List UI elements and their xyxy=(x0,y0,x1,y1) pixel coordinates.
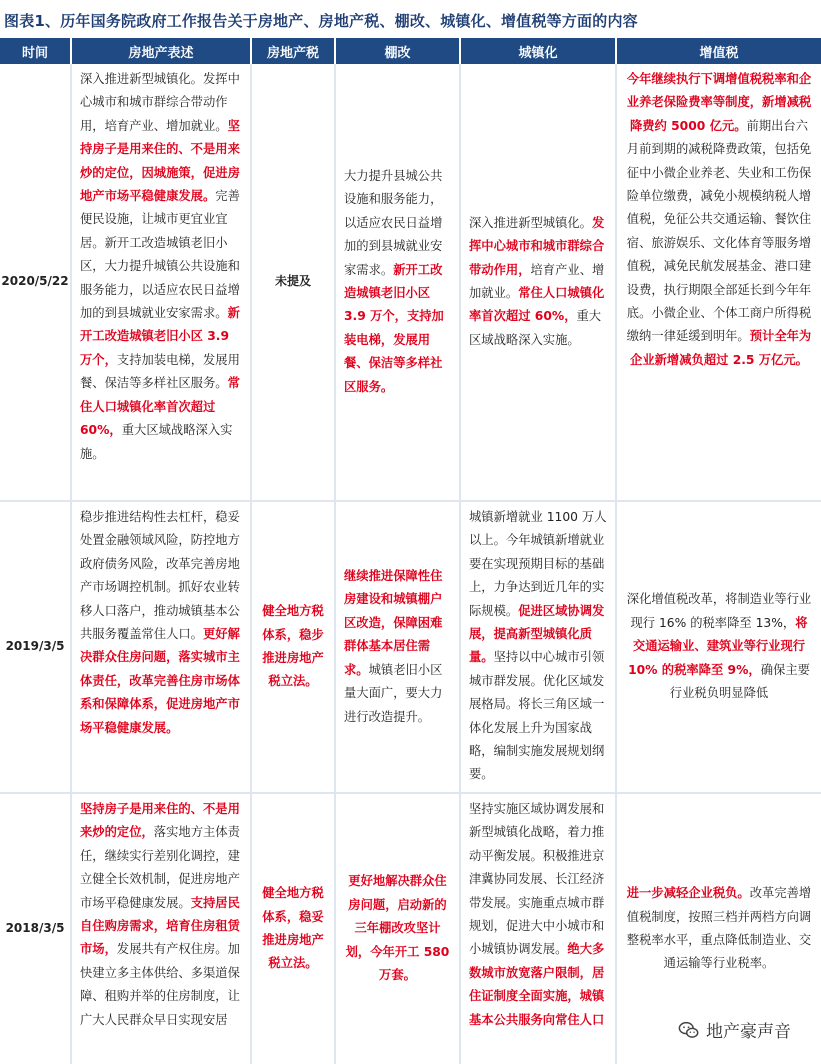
cell-property-tax xyxy=(252,64,336,500)
vat-text xyxy=(625,882,813,976)
header-time: 时间 xyxy=(0,38,72,64)
body-text: 城镇新增就业 1100 万人以上。今年城镇新增就业要在实现预期目标的基础上，力争达到近几年的实际规模。 xyxy=(469,510,607,618)
cell-realestate xyxy=(72,502,252,792)
table-row-2020 xyxy=(0,64,821,502)
data-table xyxy=(0,38,821,1064)
header-property-tax: 房地产税 xyxy=(252,38,336,64)
property-tax-text xyxy=(260,600,326,694)
shantytown-text xyxy=(344,870,451,987)
body-text: 前期出台六月前到期的减税降费政策，包括免征中小微企业养老、失业和工伤保险单位缴费，减免小规模纳税人增值税，免征公共交通运输、餐饮住宿、旅游娱乐、文化体育等服务增值税，减免民航发展基金、港口建设费，执行期限全部延长到今年年底。小微企业、个体工商户所得税缴纳一律延缓到明年。 xyxy=(626,118,812,344)
highlight-text: 发挥中心城市和城市群综合带动作用， xyxy=(469,215,605,277)
cell-realestate xyxy=(72,64,252,500)
highlight-text: 更好地解决群众住房问题，启动新的三年棚改攻坚计划，今年开工 580 万套。 xyxy=(345,874,450,983)
page-title: 图表1、历年国务院政府工作报告关于房地产、房地产税、棚改、城镇化、增值税等方面的内容 xyxy=(4,12,638,30)
cell-vat xyxy=(617,64,821,500)
table-header xyxy=(0,38,821,64)
cell-realestate xyxy=(72,794,252,1064)
body-text: 深入推进新型城镇化。发挥中心城市和城市群综合带动作用，培育产业、增加就业。 xyxy=(80,72,240,133)
body-text: 落实地方主体责任，继续实行差别化调控，建立健全长效机制，促进房地产市场平稳健康发展。 xyxy=(80,825,240,910)
body-text: 大力提升县城公共设施和服务能力，以适应农民日益增加的到县城就业安家需求。 xyxy=(344,168,443,277)
cell-shantytown xyxy=(336,64,461,500)
highlight-text: 促进区域协调发展，提高新型城镇化质量。 xyxy=(469,603,605,665)
body-text: 未提及 xyxy=(274,274,311,289)
highlight-text: 更好解决群众住房问题，落实城市主体责任，改革完善住房市场体系和保障体系，促进房地产市场平稳健康发展。 xyxy=(80,627,240,735)
property-tax-text xyxy=(260,882,326,976)
watermark xyxy=(672,1015,797,1044)
watermark-text: 地产豪声音 xyxy=(706,1022,791,1042)
highlight-text: 常住人口城镇化率首次超过 60%， xyxy=(80,376,240,438)
highlight-text: 预计全年为企业新增减负超过 2.5 万亿元。 xyxy=(630,329,812,367)
cell-property-tax xyxy=(252,502,336,792)
body-text: 培育产业、增加就业。 xyxy=(469,262,605,300)
highlight-text: 支持居民自住购房需求，培育住房租赁市场， xyxy=(80,895,240,957)
highlight-text: 将交通运输业、建筑业等行业现行 10% 的税率降至 9%， xyxy=(628,615,808,677)
body-text: 坚持以中心城市引领城市群发展。优化区域发展格局。将长三角区域一体化发展上升为国家战略，编制实施发展规划纲要。 xyxy=(469,650,605,782)
cell-shantytown xyxy=(336,794,461,1064)
header-urbanization: 城镇化 xyxy=(461,38,617,64)
highlight-text: 继续推进保障性住房建设和城镇棚户区改造，保障困难群体基本居住需求。 xyxy=(344,569,443,677)
body-text: 重大区域战略深入实施。 xyxy=(80,423,233,461)
cell-urbanization xyxy=(461,502,617,792)
body-text: 完善便民设施，让城市更宜业宜居。新开工改造城镇老旧小区，大力提升城镇公共设施和服务能力，以适应农民日益增加的到县城就业安家需求。 xyxy=(80,189,240,321)
vat-text xyxy=(625,588,813,705)
body-text: 重大区域战略深入实施。 xyxy=(469,309,602,347)
highlight-text: 新开工改造城镇老旧小区 3.9 万个， xyxy=(80,306,240,367)
cell-shantytown xyxy=(336,502,461,792)
body-text: 确保主要行业税负明显降低 xyxy=(669,662,810,701)
cell-property-tax xyxy=(252,794,336,1064)
header-realestate: 房地产表述 xyxy=(72,38,252,64)
body-text: 深化增值税改革，将制造业等行业现行 16% 的税率降至 13%， xyxy=(626,592,812,630)
highlight-text: 健全地方税体系，稳妥推进房地产税立法。 xyxy=(262,886,324,971)
wechat-icon xyxy=(678,1019,700,1041)
body-text: 深入推进新型城镇化。 xyxy=(469,215,592,230)
highlight-text: 新开工改造城镇老旧小区 3.9 万个，支持加装电梯，发展用餐、保洁等多样社区服务。 xyxy=(344,262,444,394)
header-vat: 增值税 xyxy=(699,45,739,61)
highlight-text: 坚持房子是用来住的、不是用来炒的定位，因城施策，促进房地产市场平稳健康发展。 xyxy=(80,118,240,204)
highlight-text: 绝大多数城市放宽落户限制，居住证制度全面实施，城镇基本公共服务向常住人口 xyxy=(469,942,605,1027)
row-date: 2018/3/5 xyxy=(0,794,72,1064)
highlight-text: 常住人口城镇化率首次超过 60%， xyxy=(469,286,605,324)
shantytown-text xyxy=(344,565,451,729)
row-date: 2020/5/22 xyxy=(0,64,72,500)
body-text: 发展共有产权住房。加快建立多主体供给、多渠道保障、租购并举的住房制度，让广大人民群众早日实现安居 xyxy=(80,942,240,1027)
highlight-text: 健全地方税体系，稳步推进房地产税立法。 xyxy=(262,604,324,689)
body-text: 稳步推进结构性去杠杆，稳妥处置金融领域风险，防控地方政府债务风险，改革完善房地产市场调控机制。抓好农业转移人口落户，推动城镇基本公共服务覆盖常住人口。 xyxy=(80,510,240,642)
cell-urbanization xyxy=(461,64,617,500)
table-row-2019 xyxy=(0,502,821,794)
body-text: 支持加装电梯，发展用餐、保洁等多样社区服务。 xyxy=(80,352,240,391)
header-shantytown: 棚改 xyxy=(336,38,461,64)
highlight-text: 坚持房子是用来住的、不是用来炒的定位， xyxy=(80,802,240,840)
shantytown-text xyxy=(344,165,451,399)
row-date: 2019/3/5 xyxy=(0,502,72,792)
body-text: 城镇老旧小区量大面广，要大力进行改造提升。 xyxy=(344,662,443,724)
urbanization-text xyxy=(469,212,607,352)
cell-vat xyxy=(617,502,821,792)
highlight-text: 进一步减轻企业税负。 xyxy=(626,886,750,901)
cell-urbanization xyxy=(461,794,617,1064)
body-text: 坚持实施区域协调发展和新型城镇化战略，着力推动平衡发展。积极推进京津冀协同发展、长江经济带发展。实施重点城市群规划，促进大中小城市和小城镇协调发展。 xyxy=(469,802,605,957)
highlight-text: 今年继续执行下调增值税税率和企业养老保险费率等制度，新增减税降费约 5000 亿元。 xyxy=(626,72,812,133)
body-text: 改革完善增值税制度，按照三档并两档方向调整税率水平，重点降低制造业、交通运输等行业税率。 xyxy=(626,886,812,971)
